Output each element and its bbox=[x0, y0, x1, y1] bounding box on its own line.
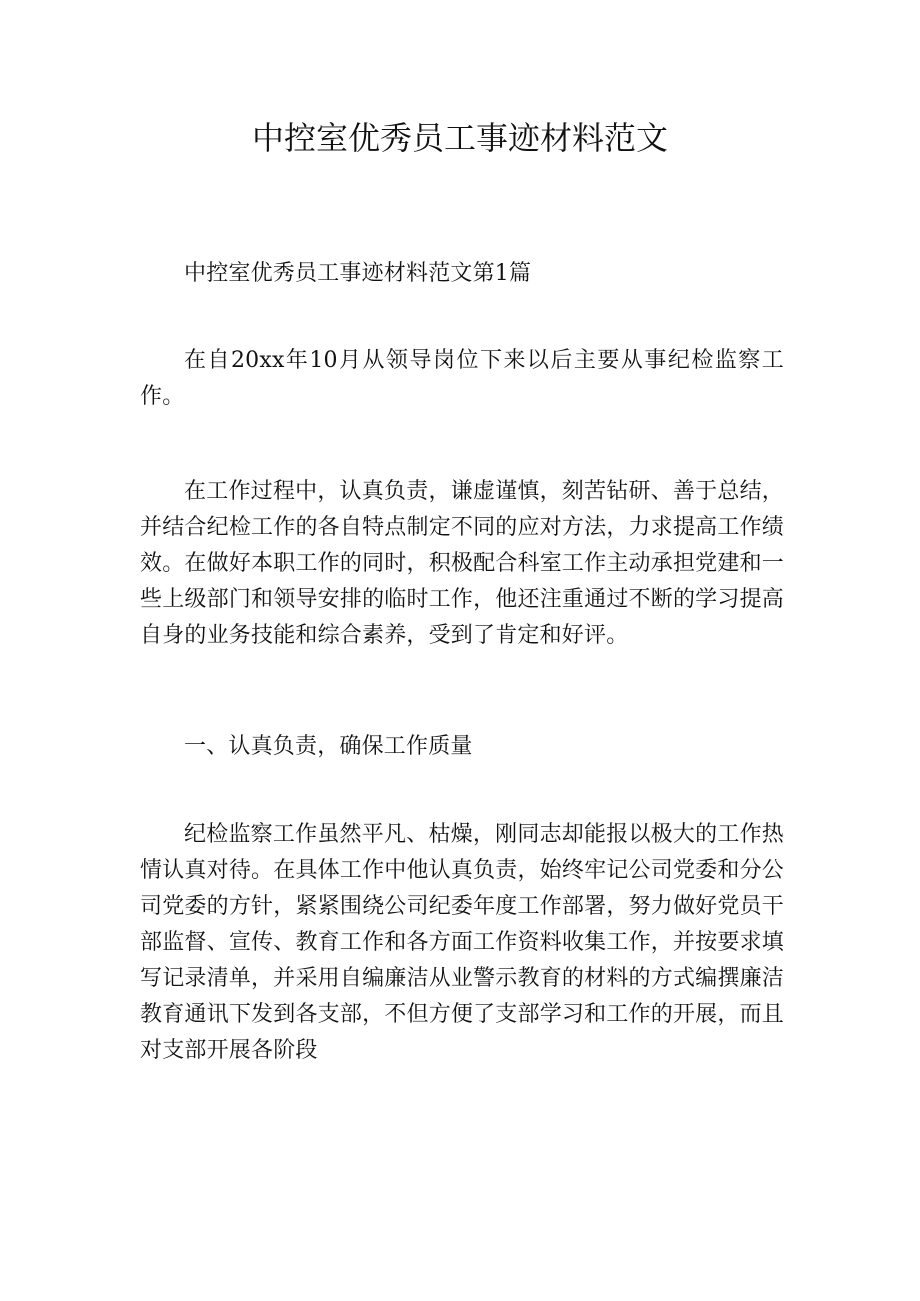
section-heading-part-1: 中控室优秀员工事迹材料范文第1篇 bbox=[184, 261, 532, 286]
paragraph-discipline-work: 纪检监察工作虽然平凡、枯燥，刚同志却能报以极大的工作热情认真对待。在具体工作中他认真负责，始终牢记公司党委和分公司党委的方针，紧紧围绕公司纪委年度工作部署，努力做好党员干部监督、宣传、教育工作和各方面工作资料收集工作，并按要求填写记录清单，并采用自编廉洁从业警示教育的材料的方式编撰廉洁教育通讯下发到各支部，不但方便了支部学习和工作的开展，而且对支部开展各阶段 bbox=[140, 822, 784, 1063]
section-heading-1: 一、认真负责，确保工作质量 bbox=[184, 734, 473, 759]
document-title: 中控室优秀员工事迹材料范文 bbox=[251, 119, 668, 157]
paragraph-work-process: 在工作过程中，认真负责，谦虚谨慎，刻苦钻研、善于总结，并结合纪检工作的各自特点制定不同的应对方法，力求提高工作绩效。在做好本职工作的同时，积极配合科室工作主动承担党建和一些上级部门和领导安排的临时工作，他还注重通过不断的学习提高自身的业务技能和综合素养，受到了肯定和好评。 bbox=[140, 479, 784, 648]
paragraph-intro: 在自20xx年10月从领导岗位下来以后主要从事纪检监察工作。 bbox=[140, 348, 784, 409]
